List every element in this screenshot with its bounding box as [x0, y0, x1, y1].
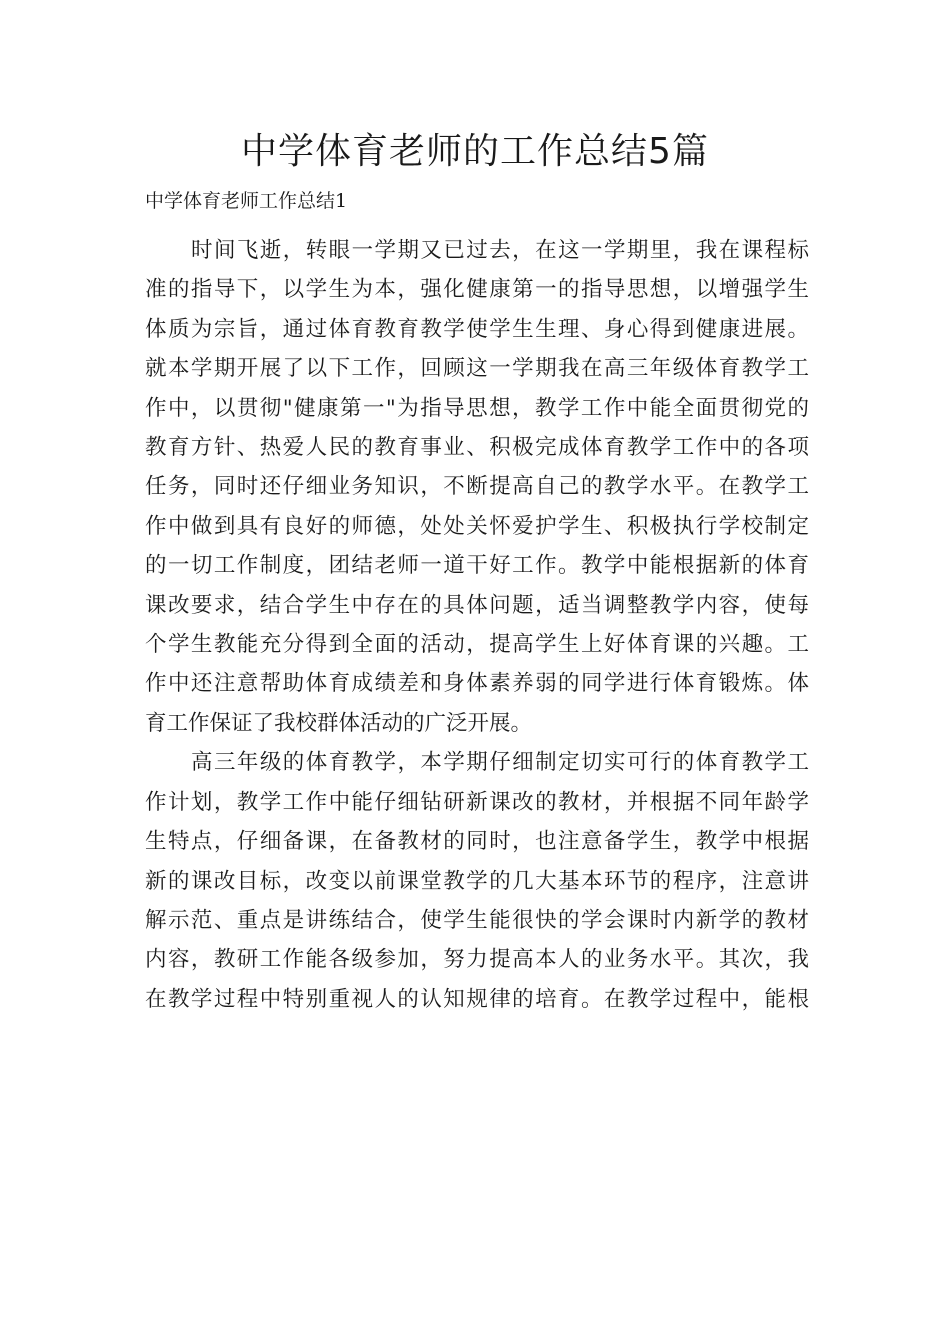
paragraph	[145, 743, 809, 1019]
text-line: 个学生教能充分得到全面的活动，提高学生上好体育课的兴趣。工	[145, 632, 809, 658]
text-line: 就本学期开展了以下工作，回顾这一学期我在高三年级体育教学工	[145, 356, 809, 382]
text-line: 在教学过程中特别重视人的认知规律的培育。在教学过程中，能根	[145, 986, 809, 1012]
text-line: 时间飞逝，转眼一学期又已过去，在这一学期里，我在课程标	[191, 238, 809, 263]
text-line: 准的指导下，以学生为本，强化健康第一的指导思想，以增强学生	[145, 277, 809, 303]
text-line: 作计划，教学工作中能仔细钻研新课改的教材，并根据不同年龄学	[145, 789, 809, 815]
text-line: 作中还注意帮助体育成绩差和身体素养弱的同学进行体育锻炼。体	[145, 671, 809, 697]
text-line: 任务，同时还仔细业务知识，不断提高自己的教学水平。在教学工	[145, 474, 809, 500]
section-heading: 中学体育老师工作总结1	[145, 190, 348, 212]
text-line: 作中做到具有良好的师德，处处关怀爱护学生、积极执行学校制定	[145, 513, 809, 539]
text-line: 体质为宗旨，通过体育教育教学使学生生理、身心得到健康进展。	[145, 316, 809, 342]
text-line: 高三年级的体育教学，本学期仔细制定切实可行的体育教学工	[191, 750, 809, 776]
body-text	[145, 231, 809, 1019]
text-line: 课改要求，结合学生中存在的具体问题，适当调整教学内容，使每	[145, 592, 809, 618]
text-line: 新的课改目标，改变以前课堂教学的几大基本环节的程序，注意讲	[145, 868, 809, 894]
paragraph	[145, 231, 809, 743]
text-line: 解示范、重点是讲练结合，使学生能很快的学会课时内新学的教材	[145, 907, 809, 933]
text-line: 的一切工作制度，团结老师一道干好工作。教学中能根据新的体育	[145, 553, 809, 579]
text-line: 内容，教研工作能各级参加，努力提高本人的业务水平。其次，我	[145, 947, 809, 973]
text-line: 育工作保证了我校群体活动的广泛开展。	[145, 710, 533, 736]
text-line: 生特点，仔细备课，在备教材的同时，也注意备学生，教学中根据	[145, 829, 809, 855]
text-line: 教育方针、热爱人民的教育事业、积极完成体育教学工作中的各项	[145, 435, 809, 461]
text-line: 作中，以贯彻"健康第一"为指导思想，教学工作中能全面贯彻党的	[145, 395, 809, 421]
document-title: 中学体育老师的工作总结5篇	[241, 131, 709, 172]
